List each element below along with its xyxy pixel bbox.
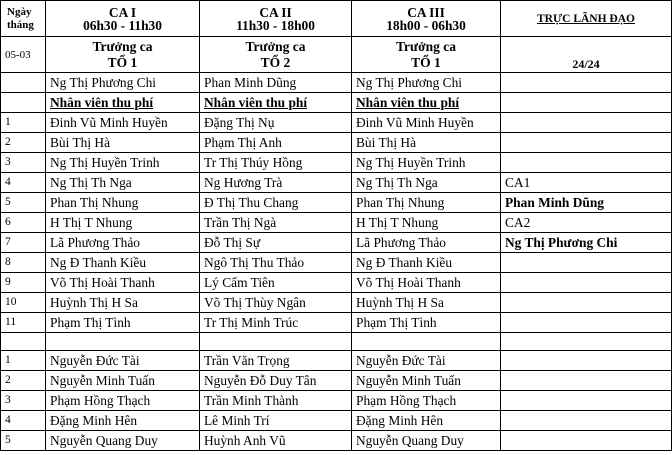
- row-number: 6: [1, 213, 46, 233]
- shift3-header: CA III 18h00 - 06h30: [352, 1, 501, 37]
- shift-head-name: Ng Thị Phương Chi: [46, 73, 200, 93]
- team1-cell: Trưởng ca TỔ 1: [46, 37, 200, 73]
- shift1-header: CA I 06h30 - 11h30: [46, 1, 200, 37]
- shift1-staff: Võ Thị Hoài Thanh: [46, 273, 200, 293]
- leader-cell: CA1: [501, 173, 672, 193]
- row-number: 1: [1, 351, 46, 371]
- shift1-staff: Ng Thị Th Nga: [46, 173, 200, 193]
- staff-label: Nhân viên thu phí: [352, 93, 501, 113]
- leader-cell: [501, 411, 672, 431]
- shift2-staff: Phạm Thị Anh: [200, 133, 352, 153]
- shift1-security: Đặng Minh Hên: [46, 411, 200, 431]
- leader-cell: [501, 153, 672, 173]
- security-row: [1, 351, 672, 371]
- row-number: 8: [1, 253, 46, 273]
- leader-cell: [501, 351, 672, 371]
- team3-cell: Trưởng ca TỔ 1: [352, 37, 501, 73]
- row-number: 7: [1, 233, 46, 253]
- shift1-security: Nguyễn Quang Duy: [46, 431, 200, 451]
- leader-cell: [501, 431, 672, 451]
- leader-cell: CA2: [501, 213, 672, 233]
- shift2-staff: Đ Thị Thu Chang: [200, 193, 352, 213]
- row-number: 5: [1, 193, 46, 213]
- team-row: [1, 37, 672, 73]
- empty-cell: [46, 333, 200, 351]
- leader-cell: [501, 253, 672, 273]
- shift2-staff: Ngô Thị Thu Thảo: [200, 253, 352, 273]
- row-number: 4: [1, 173, 46, 193]
- shift2-security: Nguyễn Đỗ Duy Tân: [200, 371, 352, 391]
- staff-row: [1, 313, 672, 333]
- shift-head-row: [1, 73, 672, 93]
- shift3-security: Nguyễn Quang Duy: [352, 431, 501, 451]
- shift1-staff: Lã Phương Thảo: [46, 233, 200, 253]
- shift3-staff: Ng Thị Th Nga: [352, 173, 501, 193]
- leader-column-header: TRỰC LÃNH ĐẠO: [501, 1, 672, 37]
- staff-row: [1, 253, 672, 273]
- shift3-staff: Phan Thị Nhung: [352, 193, 501, 213]
- team2-cell: Trưởng ca TỔ 2: [200, 37, 352, 73]
- staff-label-row: [1, 93, 672, 113]
- leader-cell: [501, 293, 672, 313]
- shift3-staff: Ng Đ Thanh Kiều: [352, 253, 501, 273]
- shift1-security: Nguyễn Minh Tuấn: [46, 371, 200, 391]
- shift1-staff: Ng Thị Huyền Trinh: [46, 153, 200, 173]
- shift2-header: CA II 11h30 - 18h00: [200, 1, 352, 37]
- security-row: [1, 431, 672, 451]
- staff-row: [1, 113, 672, 133]
- leader-cell: [501, 391, 672, 411]
- shift1-staff: Phạm Thị Tình: [46, 313, 200, 333]
- staff-row: [1, 273, 672, 293]
- leader-cell: [501, 273, 672, 293]
- row-number: 10: [1, 293, 46, 313]
- shift1-staff: Bùi Thị Hà: [46, 133, 200, 153]
- shift3-security: Nguyễn Đức Tài: [352, 351, 501, 371]
- header-row: [1, 1, 672, 37]
- leader-cell: [501, 93, 672, 113]
- row-number: [1, 93, 46, 113]
- staff-row: [1, 233, 672, 253]
- row-number: [1, 73, 46, 93]
- shift2-security: Lê Minh Trí: [200, 411, 352, 431]
- shift3-security: Phạm Hồng Thạch: [352, 391, 501, 411]
- row-number: [1, 333, 46, 351]
- shift2-staff: Võ Thị Thùy Ngân: [200, 293, 352, 313]
- staff-row: [1, 193, 672, 213]
- shift3-security: Đặng Minh Hên: [352, 411, 501, 431]
- date-column-header: Ngày tháng: [1, 1, 46, 37]
- shift-head-name: Ng Thị Phương Chi: [352, 73, 501, 93]
- staff-row: [1, 213, 672, 233]
- shift2-staff: Trần Thị Ngà: [200, 213, 352, 233]
- shift1-security: Nguyễn Đức Tài: [46, 351, 200, 371]
- shift2-security: Huỳnh Anh Vũ: [200, 431, 352, 451]
- shift3-staff: H Thị T Nhung: [352, 213, 501, 233]
- date-cell: 05-03: [1, 37, 46, 73]
- shift1-staff: Ng Đ Thanh Kiều: [46, 253, 200, 273]
- shift3-staff: Phạm Thị Tình: [352, 313, 501, 333]
- shift3-staff: Bùi Thị Hà: [352, 133, 501, 153]
- leader-cell: [501, 313, 672, 333]
- shift2-staff: Đặng Thị Nụ: [200, 113, 352, 133]
- shift3-staff: Ng Thị Huyền Trinh: [352, 153, 501, 173]
- leader-cell: Phan Minh Dũng: [501, 193, 672, 213]
- shift3-staff: Võ Thị Hoài Thanh: [352, 273, 501, 293]
- shift2-security: Trần Văn Trọng: [200, 351, 352, 371]
- row-number: 9: [1, 273, 46, 293]
- staff-row: [1, 153, 672, 173]
- row-number: 4: [1, 411, 46, 431]
- staff-row: [1, 293, 672, 313]
- shift2-staff: Đỗ Thị Sự: [200, 233, 352, 253]
- shift2-security: Trần Minh Thành: [200, 391, 352, 411]
- empty-cell: [501, 333, 672, 351]
- row-number: 2: [1, 371, 46, 391]
- leader-cell: [501, 73, 672, 93]
- staff-row: [1, 133, 672, 153]
- empty-cell: [200, 333, 352, 351]
- shift1-security: Phạm Hồng Thạch: [46, 391, 200, 411]
- staff-label: Nhân viên thu phí: [46, 93, 200, 113]
- staff-label: Nhân viên thu phí: [200, 93, 352, 113]
- security-row: [1, 391, 672, 411]
- shift-head-name: Phan Minh Dũng: [200, 73, 352, 93]
- shift1-staff: Đinh Vũ Minh Huyền: [46, 113, 200, 133]
- row-number: 5: [1, 431, 46, 451]
- shift2-staff: Ng Hương Trà: [200, 173, 352, 193]
- shift2-staff: Tr Thị Thúy Hồng: [200, 153, 352, 173]
- row-number: 3: [1, 391, 46, 411]
- shift1-staff: Huỳnh Thị H Sa: [46, 293, 200, 313]
- shift2-staff: Tr Thị Minh Trúc: [200, 313, 352, 333]
- leader-duty-note: 24/24: [501, 37, 672, 73]
- row-number: 1: [1, 113, 46, 133]
- shift3-staff: Lã Phương Thảo: [352, 233, 501, 253]
- shift2-staff: Lý Cẩm Tiên: [200, 273, 352, 293]
- shift1-staff: H Thị T Nhung: [46, 213, 200, 233]
- leader-cell: [501, 371, 672, 391]
- row-number: 3: [1, 153, 46, 173]
- row-number: 2: [1, 133, 46, 153]
- shift1-staff: Phan Thị Nhung: [46, 193, 200, 213]
- leader-cell: [501, 133, 672, 153]
- row-number: 11: [1, 313, 46, 333]
- security-row: [1, 371, 672, 391]
- security-row: [1, 411, 672, 431]
- empty-cell: [352, 333, 501, 351]
- leader-cell: [501, 113, 672, 133]
- leader-cell: Ng Thị Phương Chi: [501, 233, 672, 253]
- shift3-security: Nguyễn Minh Tuấn: [352, 371, 501, 391]
- shift3-staff: Huỳnh Thị H Sa: [352, 293, 501, 313]
- separator-row: [1, 333, 672, 351]
- shift3-staff: Đinh Vũ Minh Huyền: [352, 113, 501, 133]
- staff-row: [1, 173, 672, 193]
